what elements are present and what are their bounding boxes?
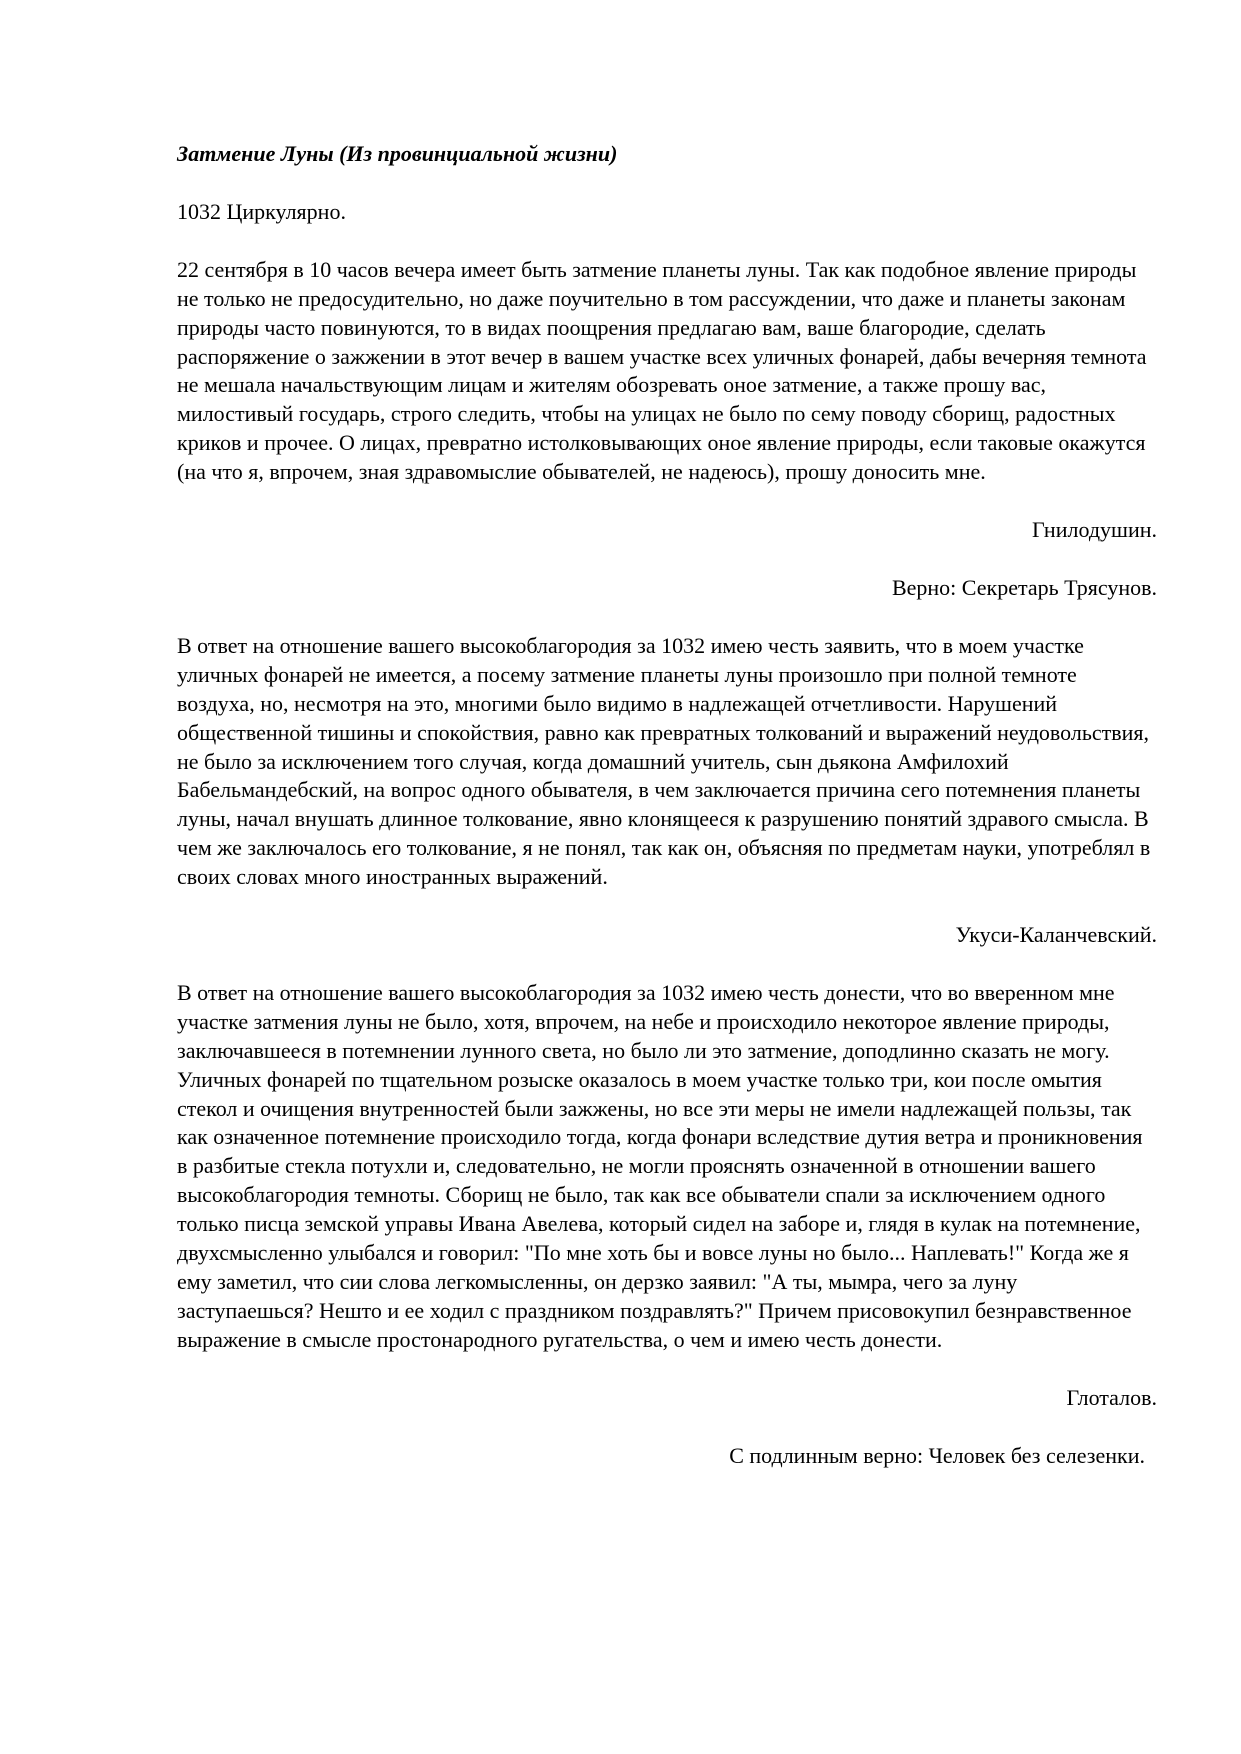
reply1-signature: Укуси-Каланчевский.: [955, 922, 1157, 948]
document-title: Затмение Луны (Из провинциальной жизни): [177, 141, 618, 166]
circular-header: 1032 Циркулярно.: [177, 198, 346, 224]
document-content: [177, 140, 1157, 1471]
final-certified: С подлинным верно: Человек без селезенки.: [729, 1442, 1145, 1468]
reply1-body: В ответ на отношение вашего высокоблагородия за 1032 имею честь заявить, что в моем участке уличных фонарей не имеется, а посему затмение планеты луны произошло при полной темноте воздуха, но, несмотря на это, многими было видимо в надлежащей отчетливости. Нарушений общественной тишины и спокойствия, равно как превратных толкований и выражений неудовольствия, не было за исключением того случая, когда домашний учитель, сын дьякона Амфилохий Бабельмандебский, на вопрос одного обывателя, в чем заключается причина сего потемнения планеты луны, начал внушать длинное толкование, явно клонящееся к разрушению понятий здравого смысла. В чем же заключалось его толкование, я не понял, так как он, объясняя по предметам науки, употреблял в своих словах много иностранных выражений.: [177, 632, 1151, 890]
circular-body: 22 сентября в 10 часов вечера имеет быть затмение планеты луны. Так как подобное явление природы не только не предосудительно, но даже поучительно в том рассуждении, что даже и планеты законам природы часто повинуются, то в видах поощрения предлагаю вам, ваше благородие, сделать распоряжение о зажжении в этот вечер в вашем участке всех уличных фонарей, дабы вечерняя темнота не мешала начальствующим лицам и жителям обозревать оное затмение, а также прошу вас, милостивый государь, строго следить, чтобы на улицах не было по сему поводу сборищ, радостных криков и прочее. О лицах, превратно истолковывающих оное явление природы, если таковые окажутся (на что я, впрочем, зная здравомыслие обывателей, не надеюсь), прошу доносить мне.: [177, 256, 1147, 485]
circular-signature: Гнилодушин.: [1032, 517, 1157, 543]
circular-certified: Верно: Секретарь Трясунов.: [891, 574, 1157, 600]
reply2-signature: Глоталов.: [1066, 1384, 1157, 1410]
reply2-body: В ответ на отношение вашего высокоблагородия за 1032 имею честь донести, что во вверенном мне участке затмения луны не было, хотя, впрочем, на небе и происходило некоторое явление природы, заключавшееся в потемнении лунного света, но было ли это затмение, доподлинно сказать не могу. Уличных фонарей по тщательном розыске оказалось в моем участке только три, кои после омытия стекол и очищения внутренностей были зажжены, но все эти меры не имели надлежащей пользы, так как означенное потемнение происходило тогда, когда фонари вследствие дутия ветра и проникновения в разбитые стекла потухли и, следовательно, не могли прояснять означенной в отношении вашего высокоблагородия темноты. Сборищ не было, так как все обыватели спали за исключением одного только писца земской управы Ивана Авелева, который сидел на заборе и, глядя в кулак на потемнение, двухсмысленно улыбался и говорил: "По мне хоть бы и вовсе луны но было... Наплевать!" Когда же я ему заметил, что сии слова легкомысленны, он дерзко заявил: "А ты, мымра, чего за луну заступаешься? Нешто и ее ходил с праздником поздравлять?" Причем присовокупил безнравственное выражение в смысле простонародного ругательства, о чем и имею честь донести.: [177, 979, 1143, 1352]
